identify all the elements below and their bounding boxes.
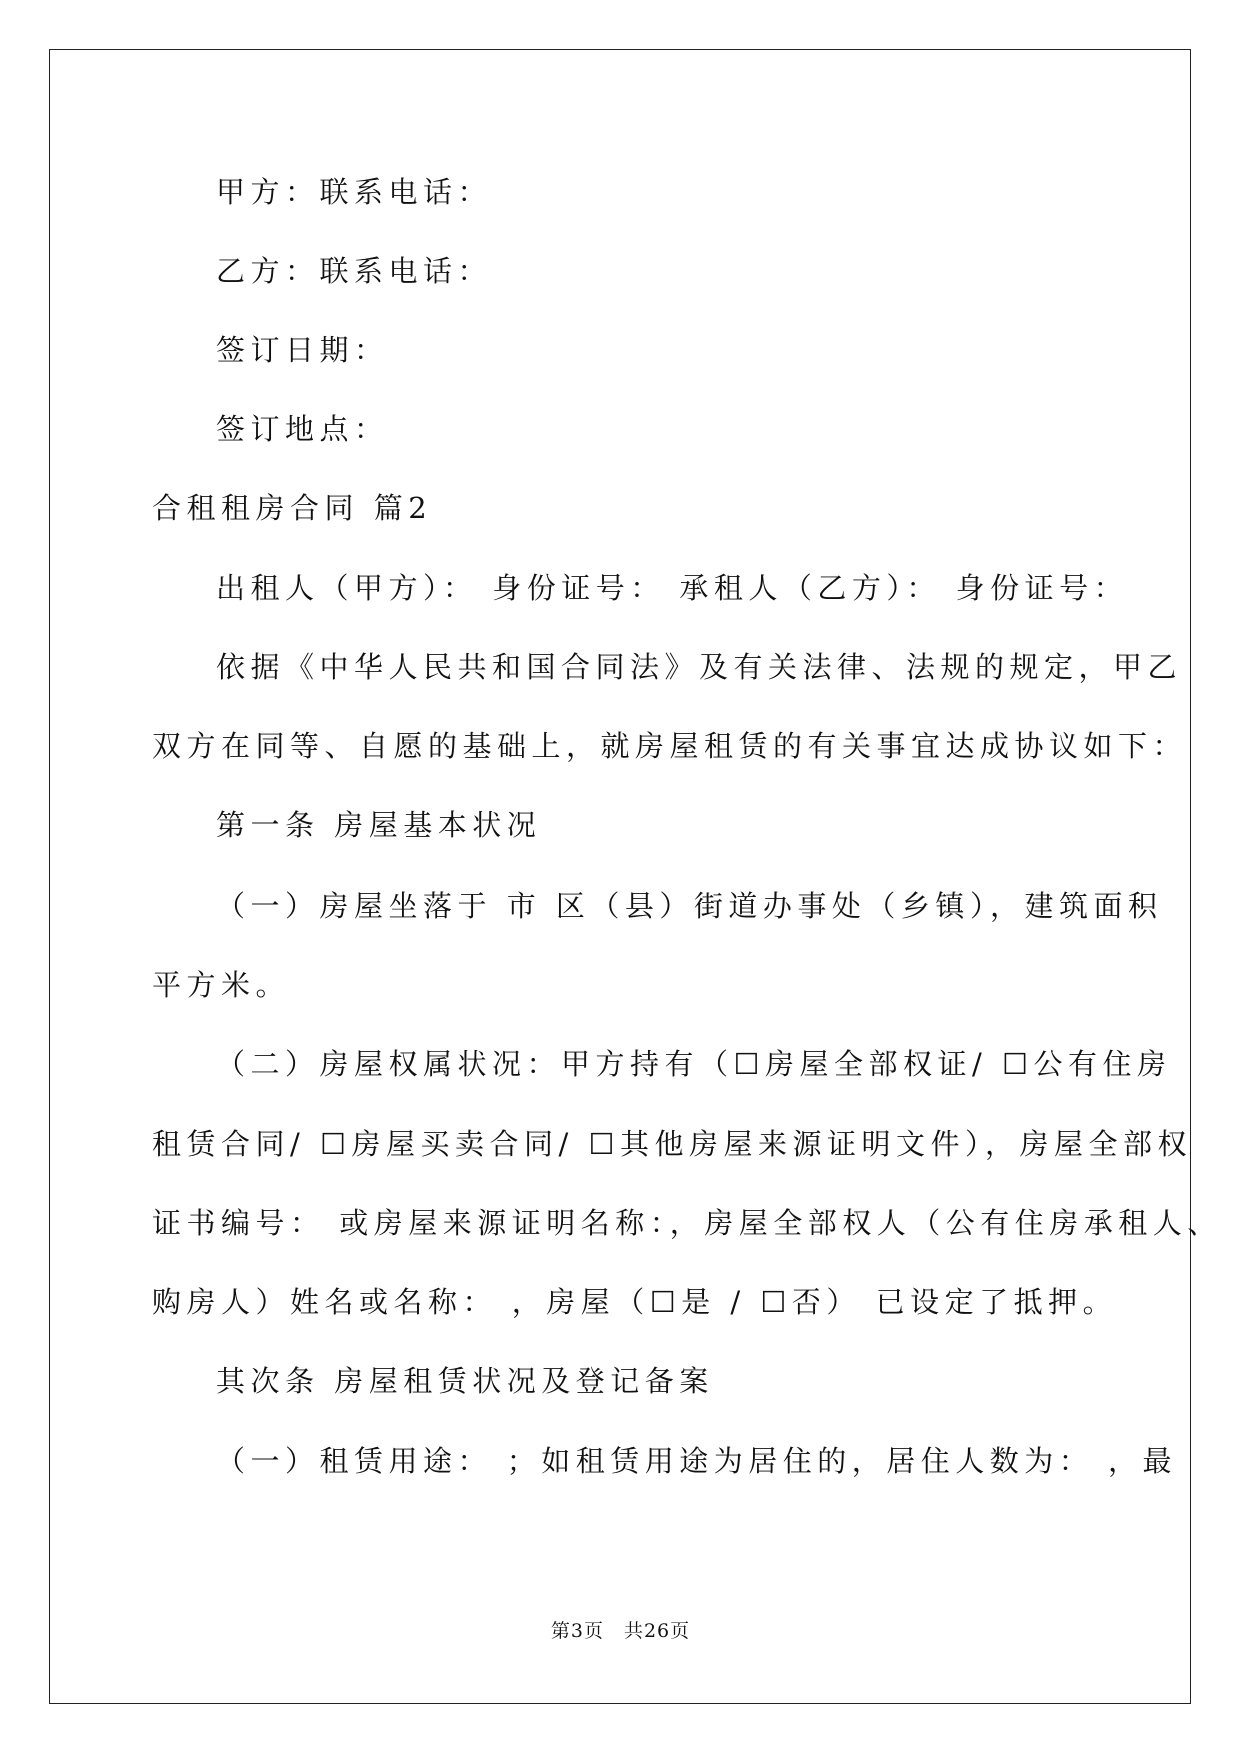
article-1-item-1-line-2: 平方米。 bbox=[152, 968, 291, 1002]
article-2-heading: 其次条 房屋租赁状况及登记备案 bbox=[216, 1364, 714, 1398]
preamble-line-1: 依据《中华人民共和国合同法》及有关法律、法规的规定，甲乙 bbox=[216, 650, 1183, 684]
preamble-line-2: 双方在同等、自愿的基础上，就房屋租赁的有关事宜达成协议如下： bbox=[152, 729, 1188, 763]
article-1-item-2-line-3: 证书编号： 或房屋来源证明名称：，房屋全部权人（公有住房承租人、 bbox=[152, 1206, 1222, 1240]
party-a-contact-line: 甲方：联系电话： bbox=[216, 175, 493, 209]
article-1-item-2-line-1: （二）房屋权属状况：甲方持有（☐房屋全部权证/ ☐公有住房 bbox=[216, 1047, 1172, 1081]
parties-id-line: 出租人（甲方）： 身份证号： 承租人（乙方）： 身份证号： bbox=[216, 571, 1129, 605]
article-1-item-2-line-2: 租赁合同/ ☐房屋买卖合同/ ☐其他房屋来源证明文件），房屋全部权 bbox=[152, 1127, 1192, 1161]
party-b-contact-line: 乙方：联系电话： bbox=[216, 254, 493, 288]
page-number: 第3页 共26页 bbox=[550, 1620, 691, 1642]
article-2-item-1-line-1: （一）租赁用途： ；如租赁用途为居住的，居住人数为： ，最 bbox=[216, 1444, 1177, 1478]
article-1-heading: 第一条 房屋基本状况 bbox=[216, 808, 542, 842]
signing-place-line: 签订地点： bbox=[216, 412, 389, 446]
article-1-item-2-line-4: 购房人）姓名或名称： ，房屋（☐是 / ☐否） 已设定了抵押。 bbox=[152, 1285, 1118, 1319]
article-1-item-1-line-1: （一）房屋坐落于 市 区（县）街道办事处（乡镇），建筑面积 bbox=[216, 889, 1163, 923]
section-heading: 合租租房合同 篇2 bbox=[152, 491, 433, 525]
signing-date-line: 签订日期： bbox=[216, 333, 389, 367]
